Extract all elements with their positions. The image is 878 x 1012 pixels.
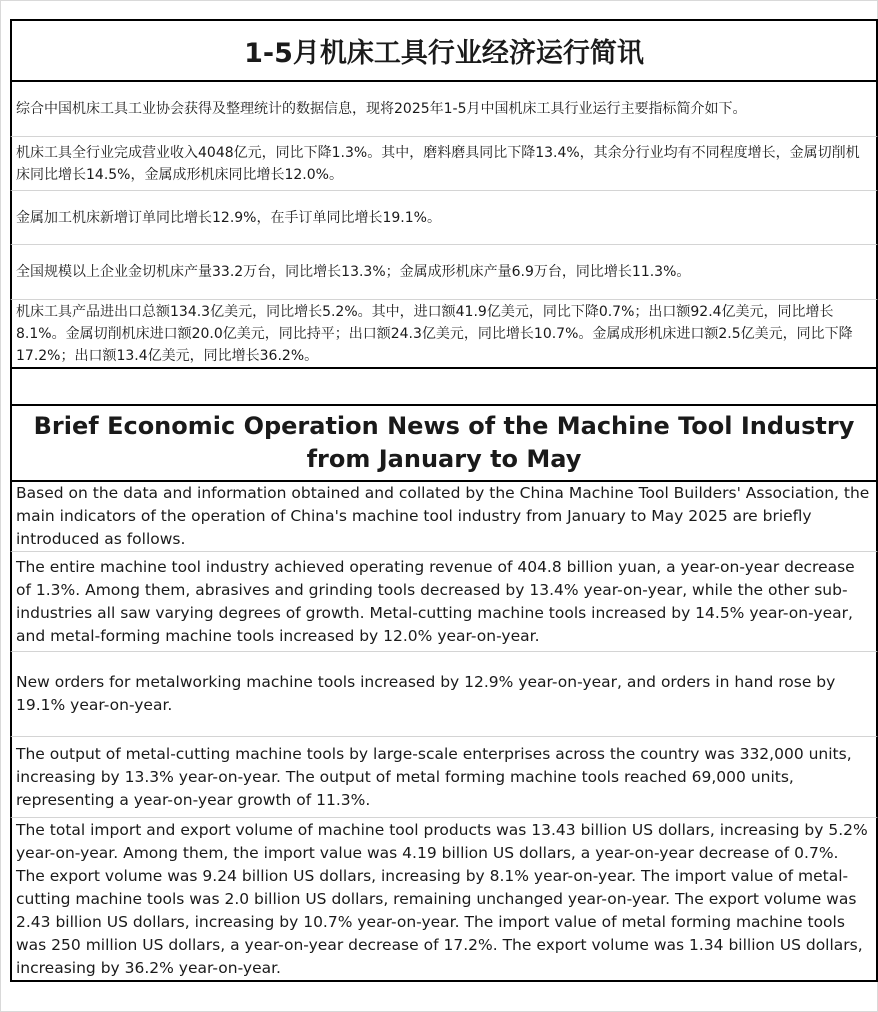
- english-paragraph-cell: [10, 652, 878, 737]
- english-paragraph-cell: [10, 552, 878, 652]
- english-paragraph-intro: Based on the data and information obtained and collated by the China Machine Tool Builders' Association, the main indicators of the operation of China's machine tool industry from January to May 2025 are briefly introduced as follows.: [16, 484, 870, 548]
- chinese-paragraph-trade: 机床工具产品进出口总额134.3亿美元，同比增长5.2%。其中，进口额41.9亿美元，同比下降0.7%；出口额92.4亿美元，同比增长8.1%。金属切削机床进口额20.0亿美元，同比持平；出口额24.3亿美元，同比增长10.7%。金属成形机床进口额2.5亿美元，同比下降17.2%；出口额13.4亿美元，同比增长36.2%。: [16, 303, 853, 364]
- chinese-paragraph-cell: [10, 245, 878, 300]
- chinese-paragraph-cell: [10, 82, 878, 137]
- english-paragraph-cell: [10, 818, 878, 982]
- chinese-paragraph-cell: [10, 137, 878, 191]
- report-table: [10, 19, 878, 982]
- english-paragraph-cell: [10, 737, 878, 818]
- chinese-title-cell: [10, 19, 878, 82]
- english-title-cell: [10, 404, 878, 482]
- english-paragraph-cell: [10, 482, 878, 552]
- english-paragraph-revenue: The entire machine tool industry achieved operating revenue of 404.8 billion yuan, a year-on-year decrease of 1.3%. Among them, abrasives and grinding tools decreased by 13.4% year-on-year, while the other sub-industries all saw varying degrees of growth. Metal-cutting machine tools increased by 14.5% year-on-year, and metal-forming machine tools increased by 12.0% year-on-year.: [16, 557, 855, 645]
- chinese-paragraph-cell: [10, 191, 878, 245]
- chinese-paragraph-cell: [10, 300, 878, 369]
- chinese-paragraph-intro: 综合中国机床工具工业协会获得及整理统计的数据信息，现将2025年1-5月中国机床工具行业运行主要指标简介如下。: [16, 101, 747, 117]
- empty-row: [10, 369, 878, 404]
- chinese-paragraph-orders: 金属加工机床新增订单同比增长12.9%，在手订单同比增长19.1%。: [16, 209, 441, 226]
- english-paragraph-output: The output of metal-cutting machine tools by large-scale enterprises across the country was 332,000 units, increasing by 13.3% year-on-year. The output of metal forming machine tools reached 69,000 units, representing a year-on-year growth of 11.3%.: [16, 744, 852, 809]
- chinese-title: 1-5月机床工具行业经济运行简讯: [244, 38, 644, 69]
- chinese-paragraph-output: 全国规模以上企业金切机床产量33.2万台，同比增长13.3%；金属成形机床产量6.9万台，同比增长11.3%。: [16, 264, 691, 280]
- english-paragraph-trade: The total import and export volume of machine tool products was 13.43 billion US dollars, increasing by 5.2% year-on-year. Among them, the import value was 4.19 billion US dollars, a year-on-year decrease of 0.7%. The export volume was 9.24 billion US dollars, increasing by 8.1% year-on-year. The import value of metal-cutting machine tools was 2.0 billion US dollars, remaining unchanged year-on-year. The export volume was 2.43 billion US dollars, increasing by 10.7% year-on-year. The import value of metal forming machine tools was 250 million US dollars, a year-on-year decrease of 17.2%. The export volume was 1.34 billion US dollars, increasing by 36.2% year-on-year.: [16, 820, 868, 977]
- english-paragraph-orders: New orders for metalworking machine tools increased by 12.9% year-on-year, and orders in hand rose by 19.1% year-on-year.: [16, 673, 836, 714]
- chinese-paragraph-revenue: 机床工具全行业完成营业收入4048亿元，同比下降1.3%。其中，磨料磨具同比下降13.4%，其余分行业均有不同程度增长，金属切削机床同比增长14.5%，金属成形机床同比增长12.0%。: [16, 144, 860, 183]
- english-title: Brief Economic Operation News of the Machine Tool Industry from January to May: [33, 412, 855, 473]
